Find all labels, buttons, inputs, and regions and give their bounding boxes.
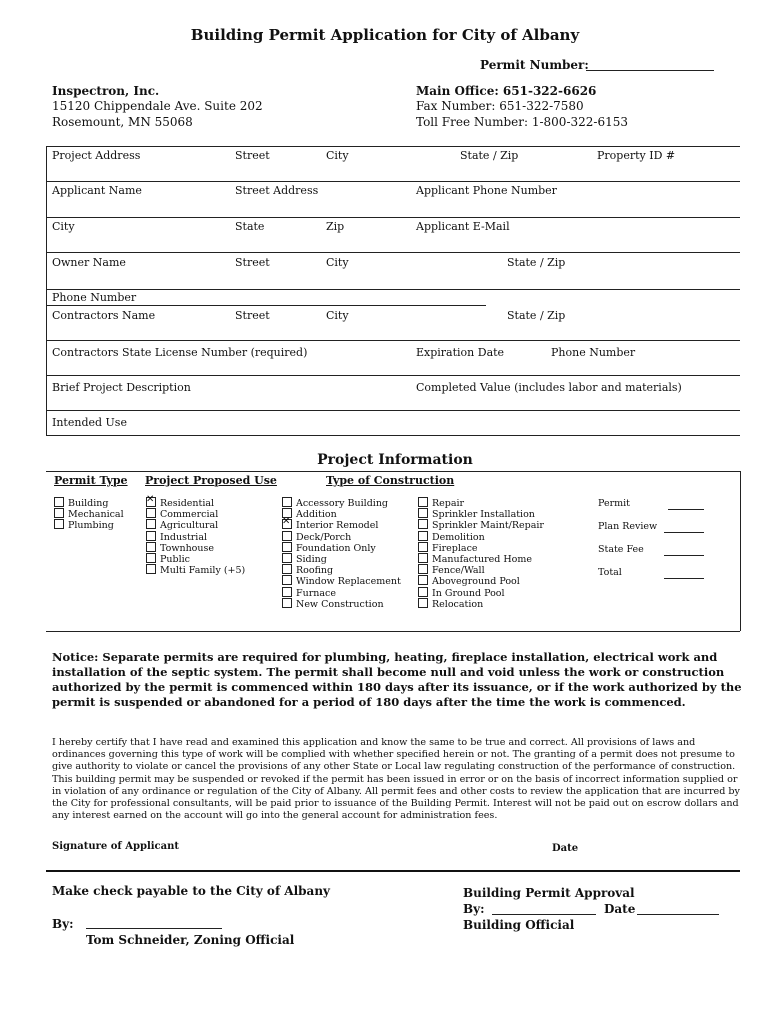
applicant-zip-label: Zip (326, 220, 345, 233)
date-label: Date (552, 843, 579, 854)
contractor-street-label: Street (235, 309, 270, 322)
contractors-name-label: Contractors Name (52, 309, 156, 322)
company-address1: 15120 Chippendale Ave. Suite 202 (52, 99, 263, 113)
construction-item[interactable]: Window Replacement (282, 575, 401, 586)
checkbox-icon[interactable] (418, 553, 428, 563)
permit-type-list (54, 497, 124, 531)
check-payable-text: Make check payable to the City of Albany (52, 884, 331, 898)
signature-line[interactable] (46, 870, 740, 872)
form-rule (46, 305, 486, 306)
property-id-label: Property ID # (597, 149, 676, 162)
checkbox-icon[interactable] (282, 553, 292, 563)
expiration-label: Expiration Date (416, 346, 505, 359)
proposed-use-heading: Project Proposed Use (145, 474, 277, 487)
contractor-state-zip-label: State / Zip (507, 309, 566, 322)
construction-item[interactable]: Roofing (282, 564, 401, 575)
checkbox-icon[interactable] (418, 519, 428, 529)
signature-label: Signature of Applicant (52, 841, 180, 852)
page-title: Building Permit Application for City of Albany (190, 26, 580, 44)
construction-item[interactable]: Foundation Only (282, 542, 401, 553)
construction-type-heading: Type of Construction (326, 474, 455, 487)
construction-item[interactable]: Manufactured Home (418, 553, 544, 564)
checkbox-icon[interactable] (418, 497, 428, 507)
fee-total-field[interactable] (664, 578, 704, 579)
checkbox-icon[interactable] (418, 542, 428, 552)
brief-description-label: Brief Project Description (52, 381, 191, 394)
form-rule (46, 435, 740, 436)
contractor-city-label: City (326, 309, 349, 322)
construction-item[interactable]: Siding (282, 553, 401, 564)
checkbox-icon[interactable] (418, 564, 428, 574)
fee-state-field[interactable] (664, 555, 704, 556)
approval-by-label: By: (463, 902, 485, 916)
fee-permit-field[interactable] (668, 509, 704, 510)
proposed-use-list (146, 497, 245, 575)
construction-item[interactable]: Aboveground Pool (418, 575, 544, 586)
project-address-label: Project Address (52, 149, 141, 162)
construction-item[interactable]: Fence/Wall (418, 564, 544, 575)
permit-number-label: Permit Number: (480, 58, 589, 72)
checkbox-icon[interactable] (146, 564, 156, 574)
applicant-name-label: Applicant Name (52, 184, 142, 197)
checkbox-icon[interactable] (418, 587, 428, 597)
form-rule (46, 146, 740, 147)
checkbox-icon[interactable] (54, 519, 64, 529)
checkbox-icon[interactable] (282, 598, 292, 608)
use-industrial[interactable]: Industrial (146, 531, 245, 542)
construction-list-b (418, 497, 544, 609)
checkbox-icon[interactable] (146, 542, 156, 552)
form-rule (46, 217, 740, 218)
contractor-phone-label: Phone Number (551, 346, 636, 359)
intended-use-label: Intended Use (52, 416, 127, 429)
project-street-label: Street (235, 149, 270, 162)
owner-state-zip-label: State / Zip (507, 256, 566, 269)
notice-text: Notice: Separate permits are required for plumbing, heating, fireplace installation, electrical work and installation of the septic system. The permit shall become null and void unless the work or construction authorized by the permit is commenced within 180 days after its issuance, or if the work authorized by the permit is suspended or abandoned for a period of 180 days after the time the work is commenced. (52, 650, 742, 709)
checkbox-icon[interactable] (418, 508, 428, 518)
project-info-right-border (740, 471, 741, 631)
checkbox-icon[interactable] (54, 508, 64, 518)
checkbox-icon[interactable] (282, 497, 292, 507)
permit-type-heading: Permit Type (54, 474, 128, 487)
approval-date-field[interactable] (637, 914, 719, 915)
fee-list (598, 498, 657, 590)
fee-permit: Permit (598, 498, 630, 509)
construction-item[interactable]: Demolition (418, 531, 544, 542)
license-label: Contractors State License Number (required) (52, 346, 308, 359)
construction-item[interactable]: Fireplace (418, 542, 544, 553)
project-info-bottom-rule (46, 631, 740, 632)
checkbox-icon[interactable] (418, 531, 428, 541)
fee-total: Total (598, 567, 622, 578)
certification-text: I hereby certify that I have read and examined this application and know the same to be true and correct. All provisions of laws and ordinances governing this type of work will be complied with whether specified herein or not. The granting of a permit does not presume to give authority to violate or cancel the provisions of any other State or Local law regulating construction of the performance of construction. This building permit may be suspended or revoked if the permit has been issued in error or on the basis of incorrect information supplied or in violation of any ordinance or regulation of the City of Albany. All permit fees and other costs to review the application that are incurred by the City for professional consultants, will be paid prior to issuance of the Building Permit. Interest will not be paid out on escrow dollars and any interest earned on the account will go into the general account for administration fees. (52, 737, 740, 822)
construction-item[interactable]: Sprinkler Installation (418, 508, 544, 519)
checkbox-icon[interactable] (418, 598, 428, 608)
checkbox-checked-icon[interactable] (282, 519, 292, 529)
checkbox-icon[interactable] (146, 531, 156, 541)
construction-item[interactable]: New Construction (282, 598, 401, 609)
checkbox-icon[interactable] (146, 553, 156, 563)
checkbox-icon[interactable] (54, 497, 64, 507)
checkbox-icon[interactable] (282, 542, 292, 552)
checkbox-icon[interactable] (282, 564, 292, 574)
form-rule (46, 410, 740, 411)
use-commercial[interactable]: Commercial (146, 508, 245, 519)
project-state-zip-label: State / Zip (460, 149, 519, 162)
construction-list-a (282, 497, 401, 609)
company-name: Inspectron, Inc. (52, 84, 160, 98)
use-townhouse[interactable]: Townhouse (146, 542, 245, 553)
approval-by-field[interactable] (492, 914, 596, 915)
checkbox-checked-icon[interactable] (146, 497, 156, 507)
construction-item[interactable]: Relocation (418, 598, 544, 609)
use-residential[interactable]: ✕Residential (146, 497, 245, 508)
main-office: Main Office: 651-322-6626 (416, 84, 597, 98)
construction-item[interactable]: Accessory Building (282, 497, 401, 508)
completed-value-label: Completed Value (includes labor and materials) (416, 381, 682, 394)
fee-state: State Fee (598, 544, 644, 555)
fax-number: Fax Number: 651-322-7580 (416, 99, 584, 113)
owner-street-label: Street (235, 256, 270, 269)
owner-city-label: City (326, 256, 349, 269)
form-rule (46, 375, 740, 376)
project-info-heading: Project Information (317, 452, 473, 468)
use-multi-family[interactable]: Multi Family (+5) (146, 564, 245, 575)
construction-item[interactable]: Repair (418, 497, 544, 508)
applicant-email-label: Applicant E-Mail (416, 220, 510, 233)
permit-type-building[interactable]: Building (54, 497, 124, 508)
construction-item[interactable]: In Ground Pool (418, 587, 544, 598)
applicant-phone-label: Applicant Phone Number (416, 184, 557, 197)
permit-type-plumbing[interactable]: Plumbing (54, 519, 124, 530)
by-label: By: (52, 917, 74, 931)
owner-name-label: Owner Name (52, 256, 126, 269)
checkbox-icon[interactable] (282, 575, 292, 585)
construction-item[interactable]: Furnace (282, 587, 401, 598)
applicant-state-label: State (235, 220, 265, 233)
permit-type-mechanical[interactable]: Mechanical (54, 508, 124, 519)
project-info-top-rule (46, 471, 740, 472)
construction-item[interactable]: Sprinkler Maint/Repair (418, 519, 544, 530)
approval-heading: Building Permit Approval (463, 886, 635, 900)
construction-item[interactable]: Addition (282, 508, 401, 519)
construction-item[interactable]: Deck/Porch (282, 531, 401, 542)
phone-number-label: Phone Number (52, 291, 137, 304)
use-public[interactable]: Public (146, 553, 245, 564)
applicant-city-label: City (52, 220, 75, 233)
checkbox-icon[interactable] (282, 587, 292, 597)
permit-number-field[interactable] (586, 70, 714, 71)
zoning-official-name: Tom Schneider, Zoning Official (86, 933, 295, 947)
fee-plan-review: Plan Review (598, 521, 658, 532)
company-address2: Rosemount, MN 55068 (52, 115, 193, 129)
applicant-street-label: Street Address (235, 184, 319, 197)
by-signature-field[interactable] (86, 928, 222, 929)
form-rule (46, 340, 740, 341)
use-agricultural[interactable]: Agricultural (146, 519, 245, 530)
certification-block (52, 737, 742, 822)
project-city-label: City (326, 149, 349, 162)
form-rule (46, 252, 740, 253)
approval-date-label: Date (604, 902, 636, 916)
fee-plan-review-field[interactable] (664, 532, 704, 533)
form-rule (46, 181, 740, 182)
toll-free-number: Toll Free Number: 1-800-322-6153 (416, 115, 628, 129)
form-left-border (46, 146, 47, 435)
construction-item[interactable]: ✕Interior Remodel (282, 519, 401, 530)
building-official-label: Building Official (463, 918, 575, 932)
checkbox-icon[interactable] (418, 575, 428, 585)
checkbox-icon[interactable] (146, 508, 156, 518)
checkbox-icon[interactable] (282, 531, 292, 541)
checkbox-icon[interactable] (146, 519, 156, 529)
form-rule (46, 289, 740, 290)
